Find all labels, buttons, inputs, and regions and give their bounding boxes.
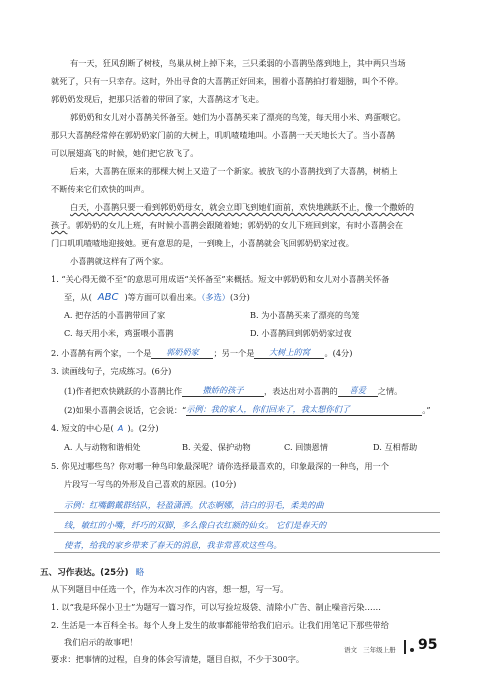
question-1-line2 [64, 292, 250, 303]
footer-subject: 语文 [344, 646, 357, 654]
question-text: (1)作者把欢快跳跃的小喜鹊比作 [64, 386, 183, 396]
question-text: )等方面可以看出来。 [124, 292, 202, 302]
question-text: 。” [422, 405, 431, 415]
q5-answer-line: 示例：红嘴鹳戴群结队，轻盈潇洒。伏态婀娜，洁白的羽毛，柔美的曲 [64, 500, 324, 510]
question-text: 。(4分) [324, 348, 353, 358]
question-text: 至，从( [64, 292, 92, 302]
q1-answer: ABC [97, 292, 119, 303]
question-1: 1. “关心得无微不至”的意思可用成语“关怀备至”来概括。短文中郭奶奶和女儿对小喜鹊关怀备 [51, 274, 390, 284]
question-4 [51, 423, 159, 434]
footer-label [344, 645, 396, 654]
option: A. 人与动物和谐相处 [64, 442, 141, 452]
story-line: 小喜鹊就这样有了两个家。 [70, 256, 169, 266]
q4-answer: A [117, 423, 124, 433]
footer-divider [404, 640, 406, 654]
option: B. 关爱、保护动物 [182, 442, 251, 452]
question-3: 3. 读画线句子，完成练习。(6分) [51, 366, 172, 376]
score: (3分) [230, 292, 250, 302]
story-line: 郭奶奶和女儿对小喜鹊关怀备至。她们为小喜鹊买来了漂亮的鸟笼，每天用小米、鸡蛋喂它。 [70, 112, 406, 122]
topic-2: 2. 生活是一本百科全书。每个人身上发生的故事都能带给我们启示。让我们用笔记下那些带给 [51, 620, 389, 630]
option: C. 每天用小米，鸡蛋喂小喜鹊 [64, 328, 174, 338]
story-line: 不断传来它们欢快的叫声。 [51, 184, 150, 194]
q5-answer-line: 使者，给我的家乡带来了春天的消息，我非常喜欢这些鸟。 [64, 540, 282, 550]
option: B. 为小喜鹊买来了漂亮的鸟笼 [250, 310, 360, 320]
topic-1: 1. 以“我是环保小卫士”为题写一篇习作，可以写捡垃圾袋、清除小广告、制止噪音污染…… [51, 602, 381, 612]
question-3-2 [64, 404, 431, 416]
question-5: 5. 你见过哪些鸟？你对哪一种鸟印象最深呢？请你选择最喜欢的，印象最深的一种鸟，用一个 [51, 461, 389, 471]
story-line: 可以展翅高飞的时候，她们把它放飞了。 [51, 148, 199, 158]
question-3-1 [64, 385, 402, 397]
story-line [51, 220, 403, 231]
question-2 [51, 347, 352, 359]
q2-answer-1: 郭奶奶家 [166, 347, 199, 357]
question-text: ，表达出对小喜鹊的 [264, 386, 338, 396]
story-line: 后来，大喜鹊在原来的那棵大树上又造了一个新家。被放飞的小喜鹊找到了大喜鹊，树梢上 [70, 166, 398, 176]
q5-answer-line: 线，敏红的小嘴，纤巧的双脚，多么像白衣红额的仙女。 它们是春天的 [64, 520, 327, 530]
footer-grade: 三年级上册 [363, 646, 396, 654]
section-title-text: 五、习作表达。(25分) [40, 568, 129, 578]
q3-1-answer-1: 撒娇的孩子 [202, 385, 244, 395]
question-text: 4. 短文的中心是( [51, 423, 114, 433]
footer-dot [410, 648, 414, 652]
story-text: 。郭奶奶的女儿上班，有时候小喜鹊会跟随着她；郭奶奶的女儿下班回到家，有时小喜鹊会在 [67, 220, 404, 230]
option: A. 把存活的小喜鹊带回了家 [64, 310, 166, 320]
question-text: 2. 小喜鹊有两个家，一个是 [51, 348, 152, 358]
q3-2-answer: 示例：我的家人，你们回来了，我太想你们了 [186, 404, 350, 414]
answer-rule [54, 532, 440, 533]
story-line: 有一天，狂风刮断了树枝，鸟巢从树上掉下来，三只柔弱的小喜鹊坠落到地上，其中两只当场 [70, 58, 406, 68]
story-line: 就死了，只有一只幸存。这时，外出寻食的大喜鹊正好回来，围着小喜鹊拍打着翅膀，叫个不停。 [51, 76, 404, 86]
section-answer-tag: 略 [135, 568, 145, 578]
story-line: 那只大喜鹊经常停在郭奶奶家门前的大树上，叽叽喳喳地叫。小喜鹊一天天地长大了。当小喜鹊 [51, 130, 395, 140]
multi-select-note: （多选） [201, 292, 230, 302]
option: D. 互相帮助 [373, 442, 418, 452]
q3-1-answer-2: 喜爱 [349, 385, 366, 395]
question-text: (2)如果小喜鹊会说话，它会说：“ [64, 405, 187, 415]
option: C. 回馈恩情 [284, 442, 328, 452]
topic-2-line2: 我们启示的故事吧！ [64, 637, 138, 647]
requirements: 要求：把事情的过程，自身的体会写清楚，题目自拟，不少于300字。 [51, 654, 305, 664]
story-line: 门口叽叽喳喳地迎接她。更有意思的是，一到晚上，小喜鹊就会飞回郭奶奶家过夜。 [51, 238, 354, 248]
underlined-sentence: 白天，小喜鹊只要一看到郭奶奶母女，就会立即飞到她们面前，欢快地跳跃不止，像一个撒娇的 [70, 202, 414, 212]
answer-rule [54, 552, 440, 553]
question-text: ；另一个是 [213, 348, 255, 358]
page-number: 95 [418, 637, 438, 653]
question-5-line2: 片段写一写鸟的外形及自己喜欢的原因。(10分) [64, 479, 237, 489]
q2-answer-2: 大树上的窝 [268, 347, 310, 357]
story-line: 郭奶奶发现后，把那只活着的带回了家，大喜鹊这才飞走。 [51, 94, 264, 104]
question-text: )。(2分) [127, 423, 159, 433]
section-intro: 从下列题目中任选一个，作为本次习作的内容，想一想，写一写。 [51, 584, 289, 594]
option: D. 小喜鹊回到郭奶奶家过夜 [250, 328, 352, 338]
answer-rule [54, 512, 440, 513]
question-text: 之情。 [377, 386, 403, 396]
section-title [40, 566, 144, 578]
underlined-sentence-end: 孩子 [51, 220, 68, 230]
